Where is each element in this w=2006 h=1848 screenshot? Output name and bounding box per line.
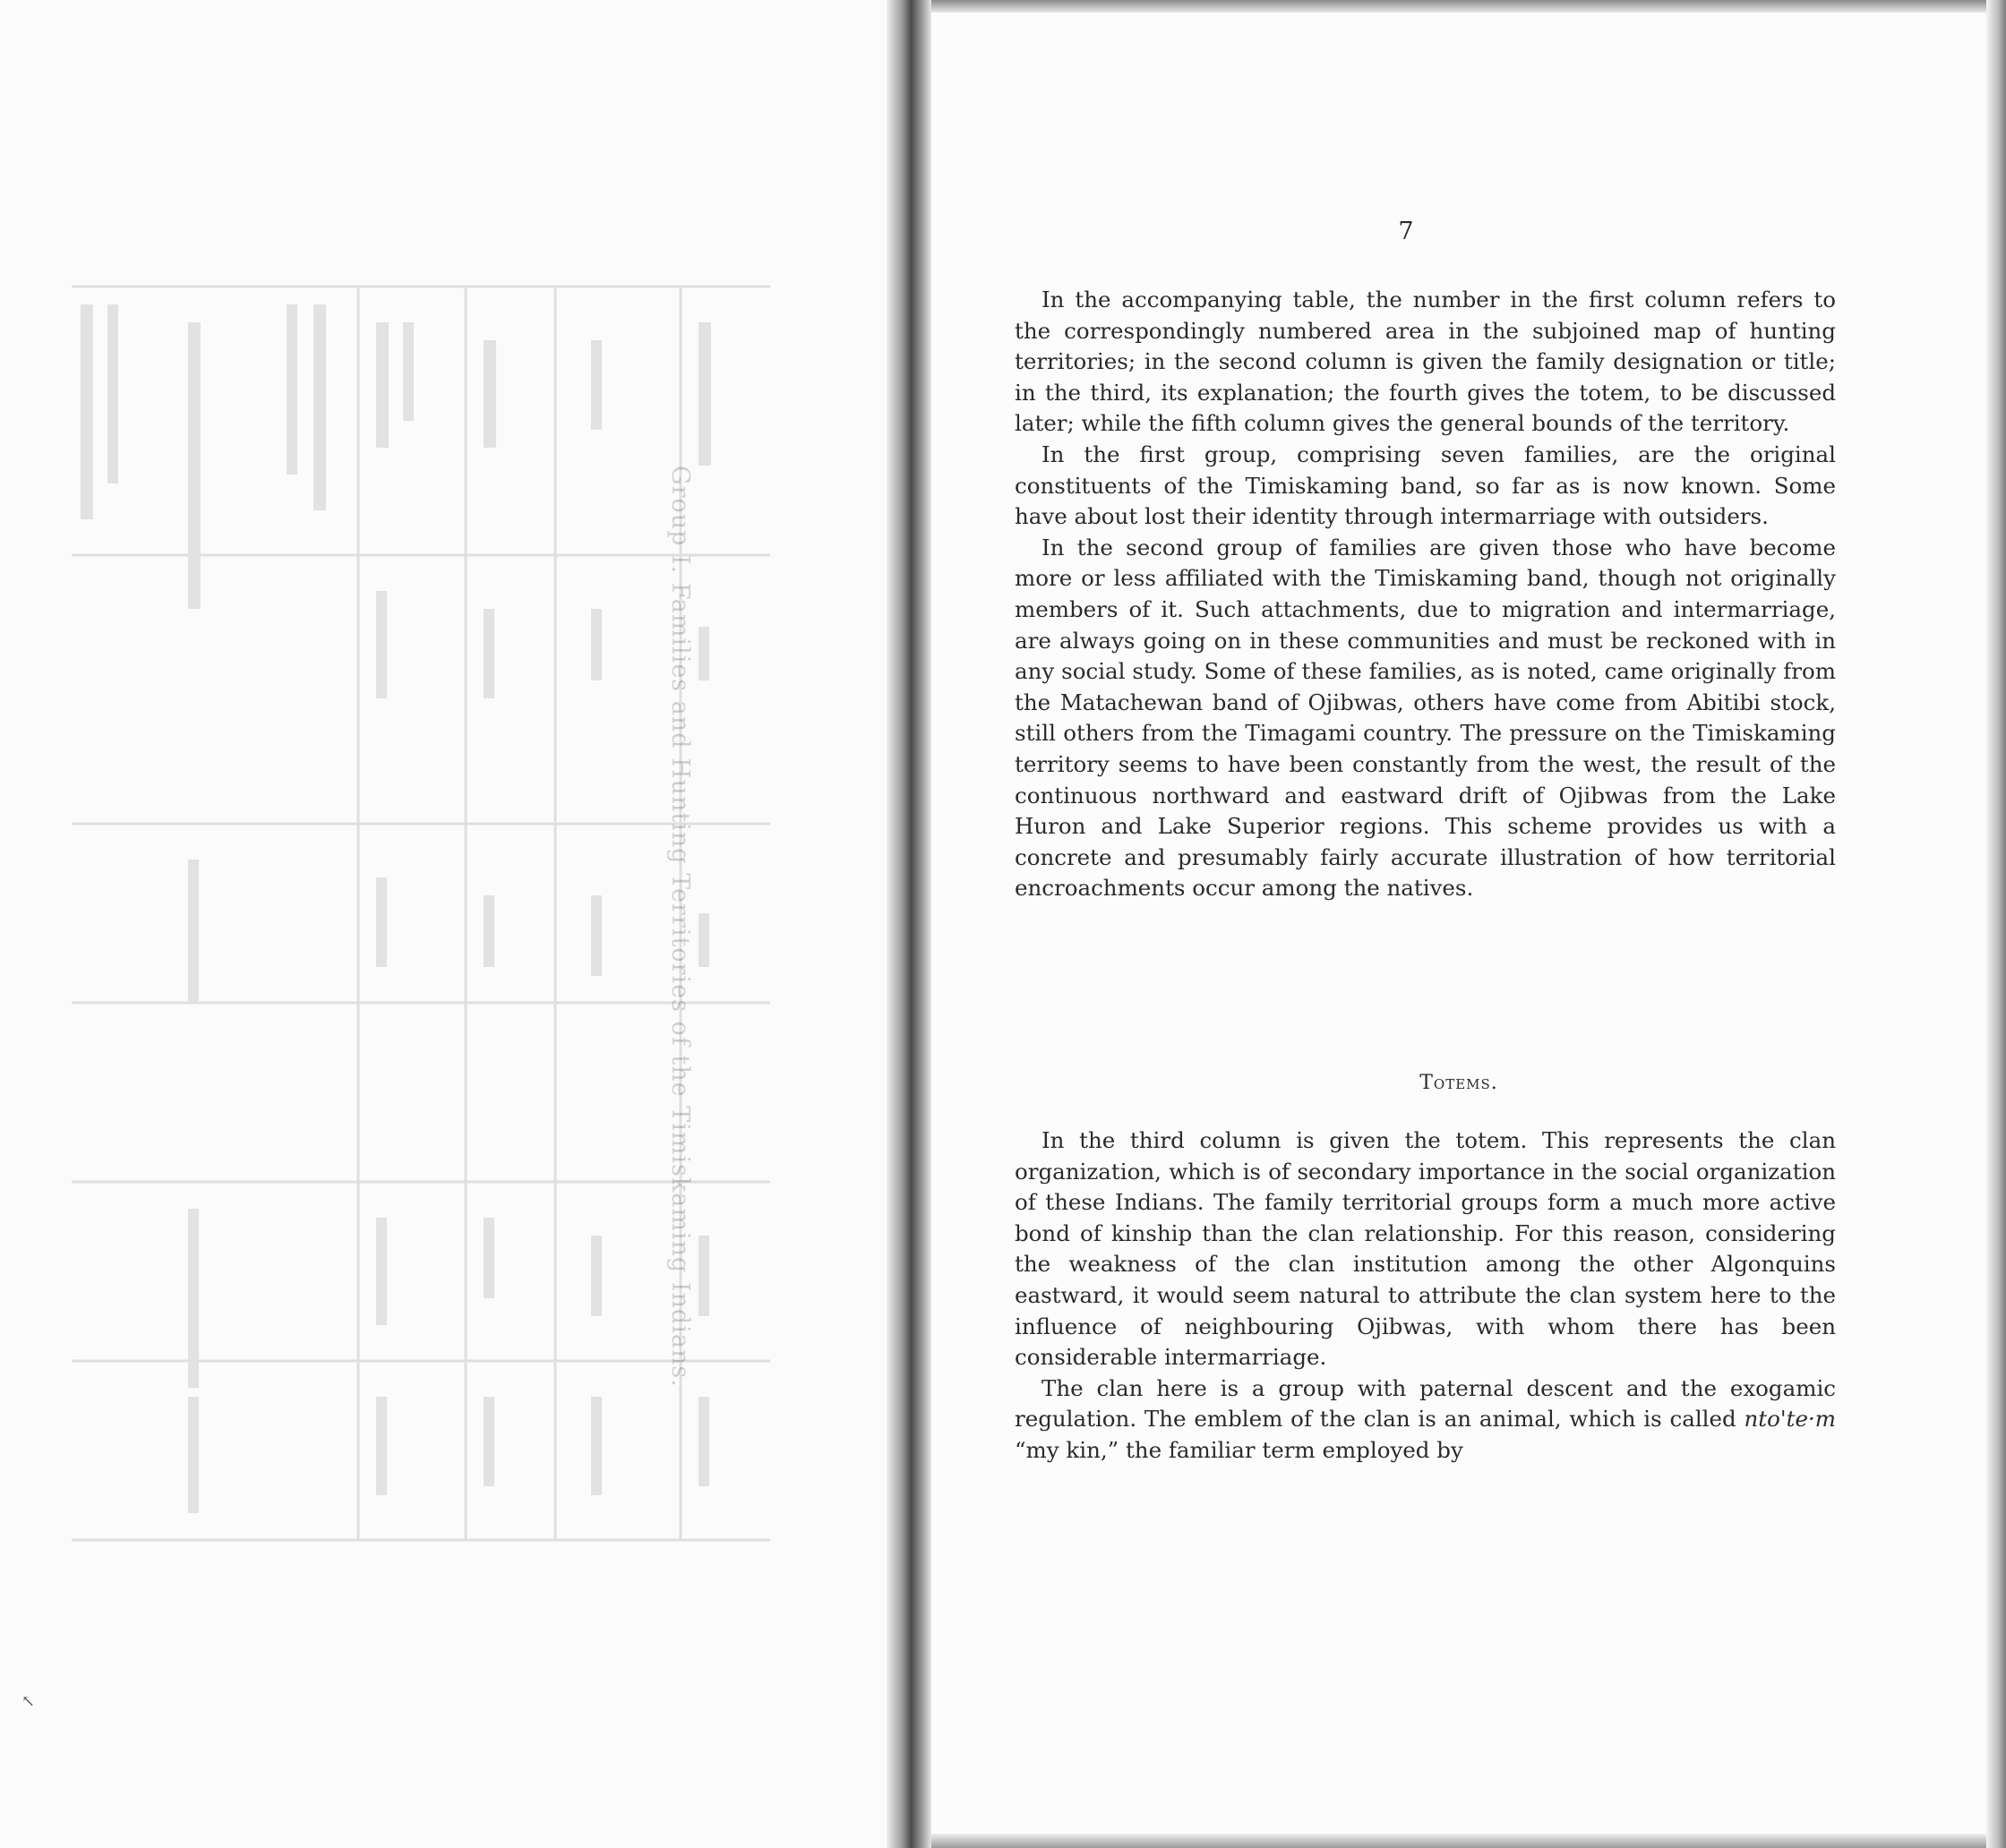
bleed-through-caption: Group I. Families and Hunting Territories of the Timiskaming Indians. bbox=[666, 466, 694, 1388]
page-number: 7 bbox=[1398, 218, 1414, 245]
paragraph: In the second group of families are given those who have become more or less affiliated with the Timiskaming band, though not originally members of it. Such attachments, due to migration and intermarriage, are always going on in these communities and must be reckoned with in any social study. Some of these families, as is noted, came originally from the Matachewan band of Ojibwas, others have come from Abitibi stock, still others from the Timagami country. The pressure on the Timiskaming territory seems to have been constantly from the west, the result of the continuous northward and eastward drift of Ojibwas from the Lake Huron and Lake Superior regions. This scheme provides us with a concrete and presumably fairly accurate illustration of how territorial encroachments occur among the natives. bbox=[1015, 534, 1836, 902]
paragraph: In the third column is given the totem. This represents the clan organization, which is of secondary importance in the social organization of these Indians. The family territorial groups form a much more active bond of kinship than the clan relationship. For this reason, considering the weakness of the clan institution among the other Algonquins eastward, it would seem natural to attribute the clan system here to the influence of neighbouring Ojibwas, with whom there has been considerable intermarriage. bbox=[1015, 1127, 1836, 1371]
paragraph: In the accompanying table, the number in the first column refers to the correspondingly numbered area in the subjoined map of hunting territories; in the second column is given the family designation or title; in the third, its explanation; the fourth gives the totem, to be discussed later; while the fifth column gives the general bounds of the territory. bbox=[1015, 287, 1836, 437]
paragraph-text: “my kin,” the familiar term employed by bbox=[1015, 1436, 1463, 1463]
page-right-edge bbox=[1986, 0, 2006, 1848]
section-heading-text: Totems. bbox=[1419, 1072, 1498, 1094]
paragraph: In the first group, comprising seven families, are the original constituents of the Timiskaming band, so far as is now known. Some have about lost their identity through intermarriage with outsiders. bbox=[1015, 441, 1836, 530]
left-page bbox=[0, 0, 896, 1848]
section-heading bbox=[931, 1072, 1986, 1094]
book-gutter bbox=[887, 0, 931, 1848]
native-term: nto'te·m bbox=[1744, 1406, 1836, 1433]
margin-mark: ↖ bbox=[21, 1692, 36, 1711]
body-text-bottom bbox=[1015, 1125, 1836, 1467]
paragraph-text: The clan here is a group with paternal descent and the exogamic regulation. The emblem of the clan is an animal, which is called bbox=[1015, 1374, 1836, 1433]
right-page bbox=[931, 0, 1986, 1848]
body-text-top bbox=[1015, 285, 1836, 904]
paragraph-last bbox=[1015, 1373, 1836, 1467]
